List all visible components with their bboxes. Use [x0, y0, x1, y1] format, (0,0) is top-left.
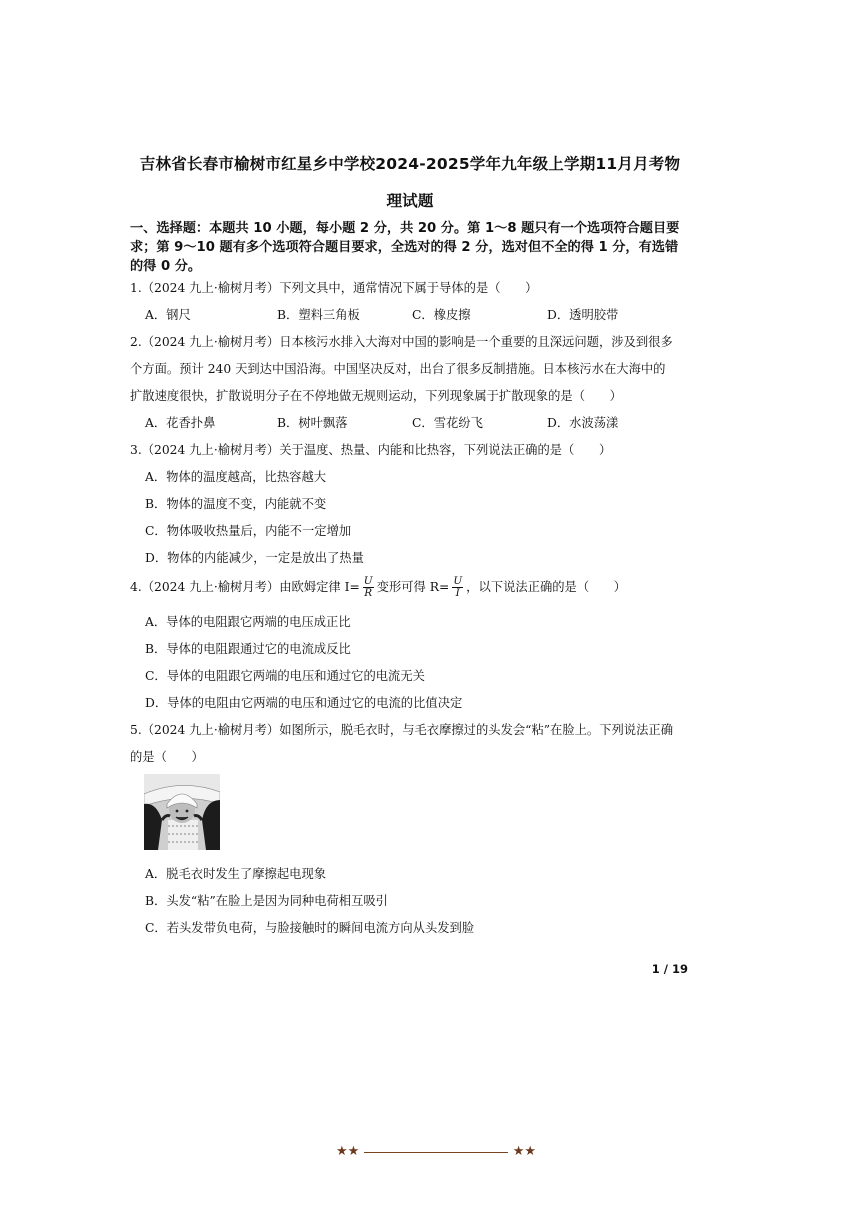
- question-4-stem-part-b: 变形可得 R=: [376, 580, 450, 594]
- question-5-option-a: A．脱毛衣时发生了摩擦起电现象: [145, 867, 327, 881]
- question-1-option-d: D．透明胶带: [547, 308, 619, 322]
- fraction-numerator: U: [453, 575, 463, 587]
- question-4-stem: [130, 574, 690, 600]
- section-line: 一、选择题：本题共 10 小题，每小题 2 分，共 20 分。第 1～8 题只有一个选项符合题目要: [130, 221, 680, 236]
- question-1-option-b: B．塑料三角板: [277, 308, 360, 322]
- question-1-option-c: C．橡皮擦: [412, 308, 471, 322]
- question-2-option-d: D．水波荡漾: [547, 416, 619, 430]
- question-5-stem-line1: 5.（2024 九上·榆树月考）如图所示，脱毛衣时，与毛衣摩擦过的头发会“粘”在脸上。下列说法正确: [130, 723, 673, 737]
- question-4-option-d: D．导体的电阻由它两端的电压和通过它的电流的比值决定: [145, 696, 463, 710]
- document-title-line1: 吉林省长春市榆树市红星乡中学校2024-2025学年九年级上学期11月月考物: [139, 155, 681, 173]
- fraction-u-over-r: [363, 576, 374, 599]
- question-3-option-b: B．物体的温度不变，内能就不变: [145, 497, 327, 511]
- question-1-option-a: A．钢尺: [145, 308, 191, 322]
- fraction-denominator: I: [455, 587, 460, 599]
- fraction-u-over-i: [452, 576, 463, 599]
- question-2-option-b: B．树叶飘落: [277, 416, 348, 430]
- page-number: 1 / 19: [651, 962, 688, 976]
- question-3-option-d: D．物体的内能减少，一定是放出了热量: [145, 551, 364, 565]
- question-2-option-a: A．花香扑鼻: [145, 416, 216, 430]
- footer-divider: [364, 1152, 508, 1153]
- question-4-option-c: C．导体的电阻跟它两端的电压和通过它的电流无关: [145, 669, 425, 683]
- child-sweater-photo: [144, 774, 220, 850]
- section-line: 求；第 9～10 题有多个选项符合题目要求，全选对的得 2 分，选对但不全的得 1 分，有选错: [130, 240, 679, 255]
- question-5-option-c: C．若头发带负电荷，与脸接触时的瞬间电流方向从头发到脸: [145, 921, 475, 935]
- question-3-option-a: A．物体的温度越高，比热容越大: [145, 470, 327, 484]
- section-line: 的得 0 分。: [130, 259, 202, 274]
- footer-ornament: [336, 1145, 536, 1161]
- question-3-option-c: C．物体吸收热量后，内能不一定增加: [145, 524, 352, 538]
- question-3-stem: 3.（2024 九上·榆树月考）关于温度、热量、内能和比热容，下列说法正确的是（ ）: [130, 443, 612, 457]
- fraction-numerator: U: [363, 575, 373, 587]
- question-2-stem-line1: 2.（2024 九上·榆树月考）日本核污水排入大海对中国的影响是一个重要的且深远问题，涉及到很多: [130, 335, 673, 349]
- question-2-stem-line2: 个方面。预计 240 天到达中国沿海。中国坚决反对，出台了很多反制措施。日本核污水在大海中的: [130, 362, 666, 376]
- question-5-stem-line2: 的是（ ）: [130, 750, 204, 764]
- question-2-stem-line3: 扩散速度很快，扩散说明分子在不停地做无规则运动，下列现象属于扩散现象的是（ ）: [130, 389, 622, 403]
- question-4-stem-part-a: 4.（2024 九上·榆树月考）由欧姆定律 I=: [130, 580, 360, 594]
- star-icon: ★★: [512, 1144, 536, 1159]
- question-4-stem-part-c: ，以下说法正确的是（ ）: [466, 580, 627, 594]
- document-title-line2: 理试题: [386, 192, 434, 210]
- question-4-option-a: A．导体的电阻跟它两端的电压成正比: [145, 615, 351, 629]
- question-5-option-b: B．头发“粘”在脸上是因为同种电荷相互吸引: [145, 894, 388, 908]
- fraction-denominator: R: [364, 587, 373, 599]
- question-4-option-b: B．导体的电阻跟通过它的电流成反比: [145, 642, 351, 656]
- section-instructions: [130, 219, 690, 276]
- question-1-stem: 1.（2024 九上·榆树月考）下列文具中，通常情况下属于导体的是（ ）: [130, 281, 538, 295]
- question-2-option-c: C．雪花纷飞: [412, 416, 483, 430]
- star-icon: ★★: [336, 1144, 360, 1159]
